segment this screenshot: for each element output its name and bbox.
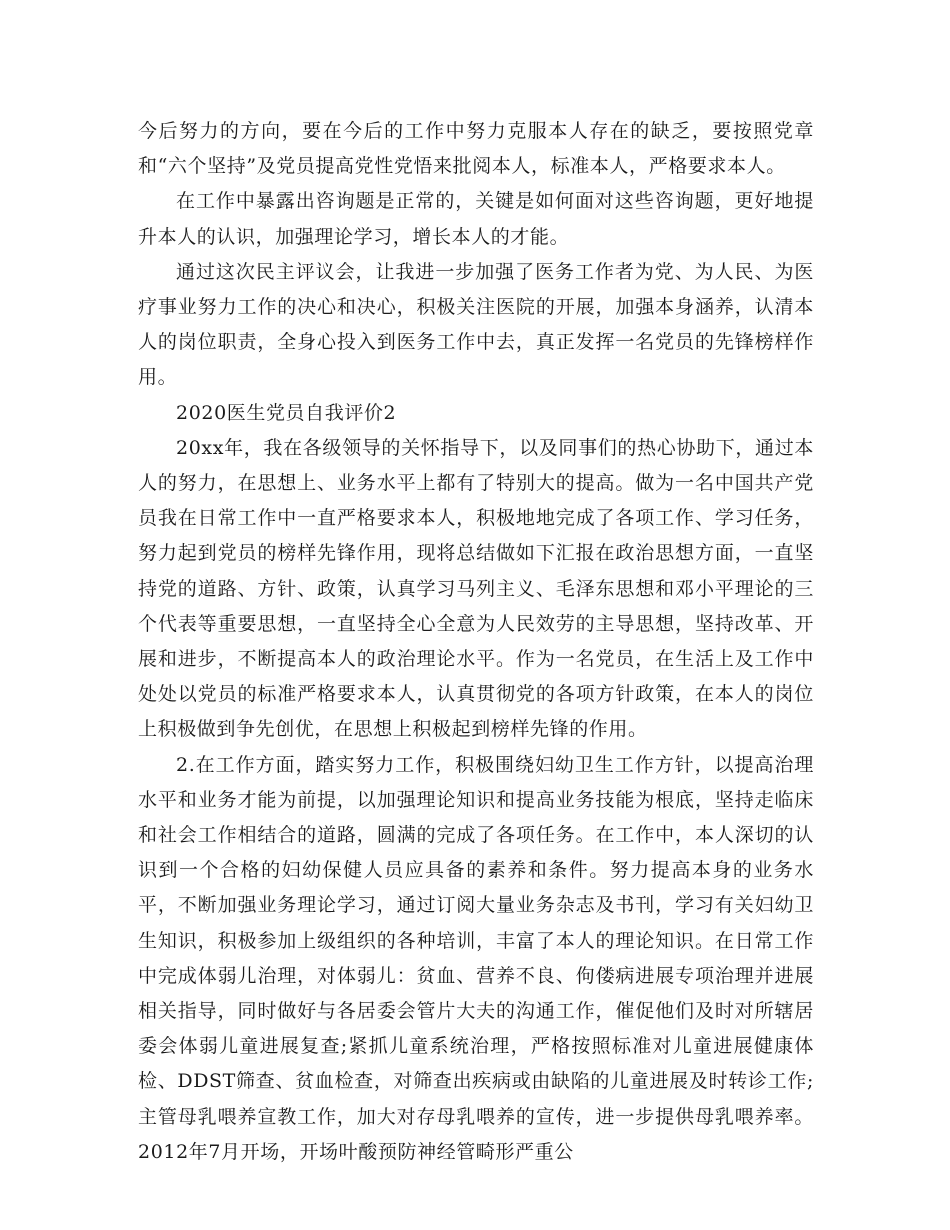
paragraph-work: 2.在工作方面，踏实努力工作，积极围绕妇幼卫生工作方针，以提高治理水平和业务才能为前提，以加强理论知识和提高业务技能为根底，坚持走临床和社会工作相结合的道路，圆满的完成了各项任务。在工作中，本人深切的认识到一个合格的妇幼保健人员应具备的素养和条件。努力提高本身的业务水平，不断加强业务理论学习，通过订阅大量业务杂志及书刊，学习有关妇幼卫生知识，积极参加上级组织的各种培训，丰富了本人的理论知识。在日常工作中完成体弱儿治理，对体弱儿：贫血、营养不良、佝偻病进展专项治理并进展相关指导，同时做好与各居委会管片大夫的沟通工作，催促他们及时对所辖居委会体弱儿童进展复查;紧抓儿童系统治理，严格按照标准对儿童进展健康体检、DDST筛查、贫血检查，对筛查出疾病或由缺陷的儿童进展及时转诊工作;主管母乳喂养宣教工作，加大对存母乳喂养的宣传，进一步提供母乳喂养率。2012年7月开场，开场叶酸预防神经管畸形严重公 bbox=[138, 753, 814, 1163]
section-heading: 2020医生党员自我评价2 bbox=[176, 401, 397, 424]
paragraph-continuation: 今后努力的方向，要在今后的工作中努力克服本人存在的缺乏，要按照党章和“六个坚持”及党员提高党性党悟来批阅本人，标准本人，严格要求本人。 bbox=[138, 120, 814, 178]
paragraph-problems: 在工作中暴露出咨询题是正常的，关键是如何面对这些咨询题，更好地提升本人的认识，加强理论学习，增长本人的才能。 bbox=[138, 190, 814, 248]
paragraph-review-meeting: 通过这次民主评议会，让我进一步加强了医务工作者为党、为人民、为医疗事业努力工作的决心和决心，积极关注医院的开展，加强本身涵养，认清本人的岗位职责，全身心投入到医务工作中去，真正发挥一名党员的先锋榜样作用。 bbox=[138, 260, 814, 389]
paragraph-political-thought: 20xx年，我在各级领导的关怀指导下，以及同事们的热心协助下，通过本人的努力，在思想上、业务水平上都有了特别大的提高。做为一名中国共产党员我在日常工作中一直严格要求本人，积极地地完成了各项工作、学习任务，努力起到党员的榜样先锋作用，现将总结做如下汇报在政治思想方面，一直坚持党的道路、方针、政策，认真学习马列主义、毛泽东思想和邓小平理论的三个代表等重要思想，一直坚持全心全意为人民效劳的主导思想，坚持改革、开展和进步，不断提高本人的政治理论水平。作为一名党员，在生活上及工作中处处以党员的标准严格要求本人，认真贯彻党的各项方针政策，在本人的岗位上积极做到争先创优，在思想上积极起到榜样先锋的作用。 bbox=[138, 436, 814, 741]
document-body bbox=[138, 114, 814, 1170]
